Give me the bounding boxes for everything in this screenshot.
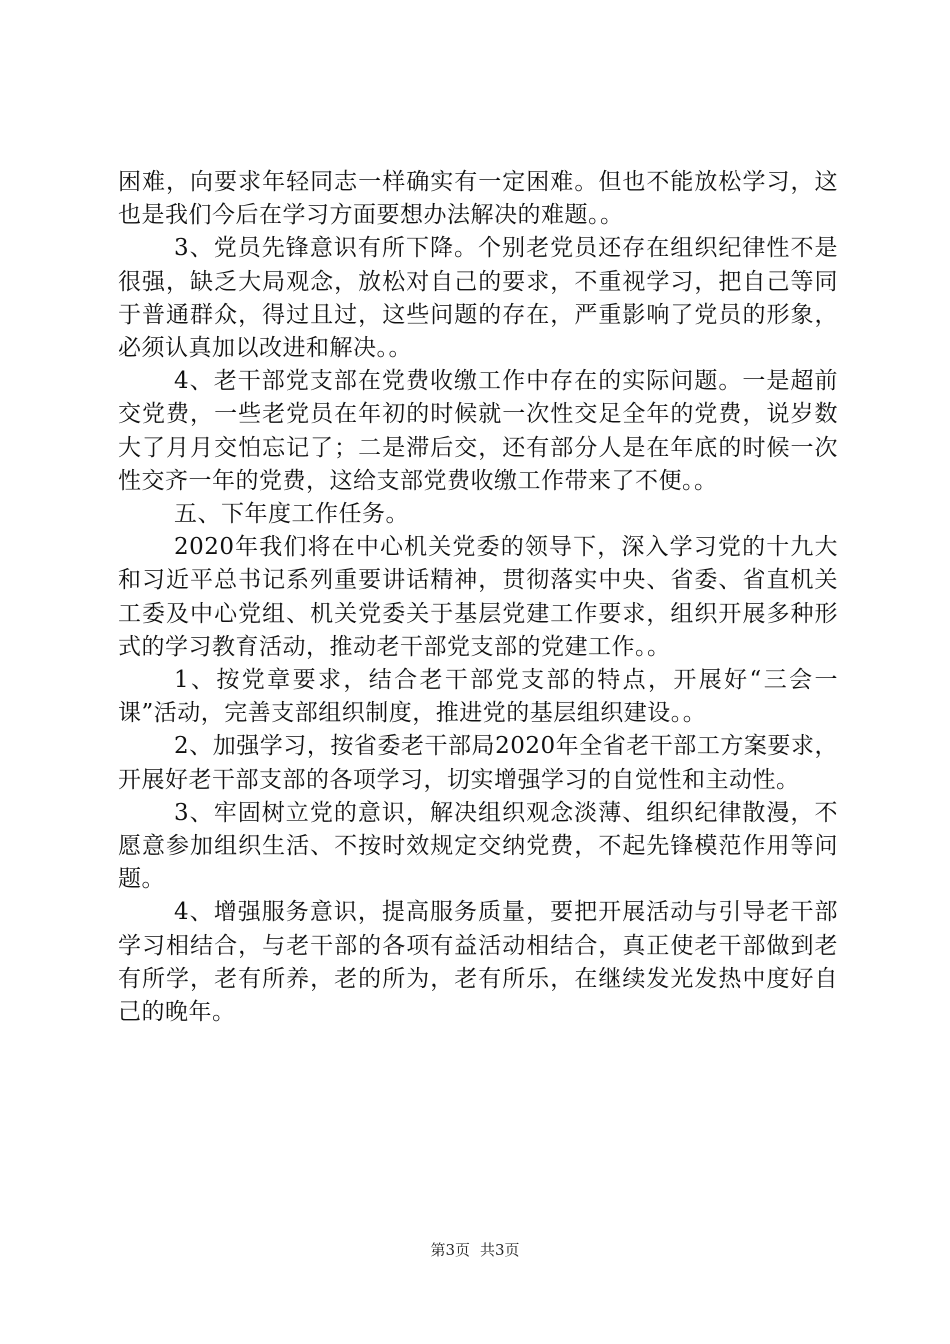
paragraph-task-4: 4、增强服务意识，提高服务质量，要把开展活动与引导老干部学习相结合，与老干部的各项有益活动相结合，真正使老干部做到老有所学，老有所养，老的所为，老有所乐，在继续发光发热中度好自己的晚年。 — [118, 899, 838, 1026]
page-footer — [0, 1240, 950, 1260]
paragraph-task-2: 2、加强学习，按省委老干部局2020年全省老干部工方案要求，开展好老干部支部的各项学习，切实增强学习的自觉性和主动性。 — [118, 733, 838, 793]
paragraph-task-1: 1、按党章要求，结合老干部党支部的特点，开展好“三会一课”活动，完善支部组织制度，推进党的基层组织建设。。 — [118, 667, 838, 727]
section-heading: 五、下年度工作任务。 — [174, 501, 409, 528]
page-number: 第3页 — [430, 1241, 470, 1259]
page-total: 共3页 — [480, 1241, 520, 1259]
paragraph-continuation: 困难，向要求年轻同志一样确实有一定困难。但也不能放松学习，这也是我们今后在学习方面要想办法解决的难题。。 — [118, 169, 838, 229]
paragraph-task-3: 3、牢固树立党的意识，解决组织观念淡薄、组织纪律散漫，不愿意参加组织生活、不按时效规定交纳党费，不起先锋模范作用等问题。 — [118, 799, 838, 893]
paragraph-item-4: 4、老干部党支部在党费收缴工作中存在的实际问题。一是超前交党费，一些老党员在年初的时候就一次性交足全年的党费，说岁数大了月月交怕忘记了；二是滞后交，还有部分人是在年底的时候一次性交齐一年的党费，这给支部党费收缴工作带来了不便。。 — [118, 368, 838, 494]
document-body — [118, 166, 838, 1029]
paragraph-item-3: 3、党员先锋意识有所下降。个别老党员还存在组织纪律性不是很强，缺乏大局观念，放松对自己的要求，不重视学习，把自己等同于普通群众，得过且过，这些问题的存在，严重影响了党员的形象，必须认真加以改进和解决。。 — [118, 235, 838, 362]
paragraph-plan-intro: 2020年我们将在中心机关党委的领导下，深入学习党的十九大和习近平总书记系列重要讲话精神，贯彻落实中央、省委、省直机关工委及中心党组、机关党委关于基层党建工作要求，组织开展多种形式的学习教育活动，推动老干部党支部的党建工作。。 — [118, 534, 838, 660]
